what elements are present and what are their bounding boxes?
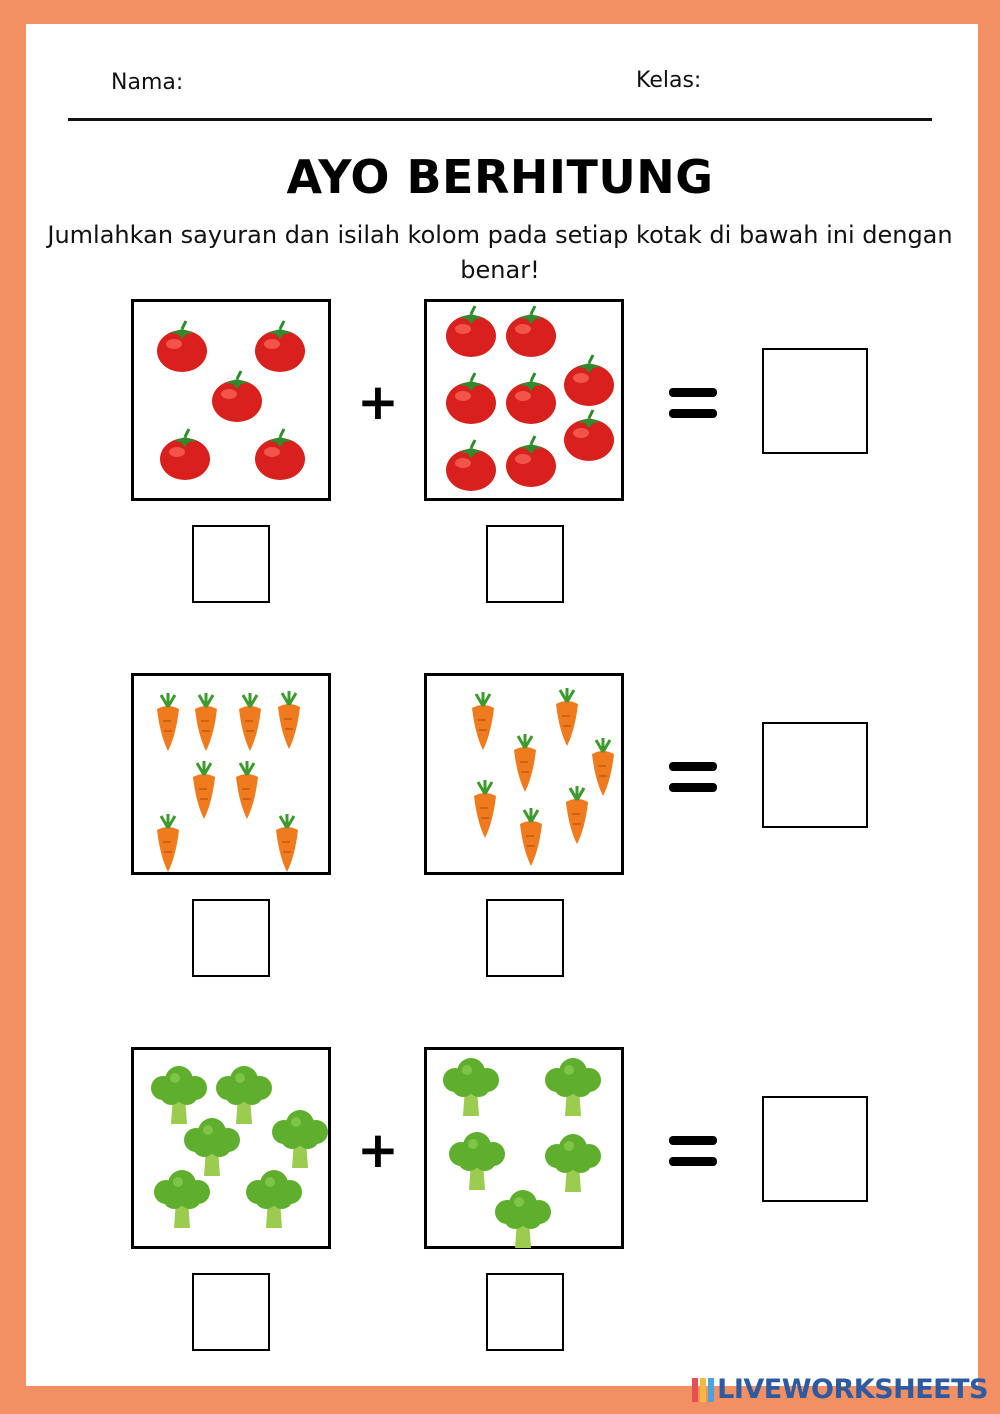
carrot-group (427, 676, 627, 878)
answer-box-right-1[interactable] (486, 525, 564, 603)
liveworksheets-logo-icon (692, 1378, 714, 1402)
broccoli-group (134, 1050, 334, 1252)
answer-box-right-3[interactable] (486, 1273, 564, 1351)
answer-box-sum-3[interactable] (762, 1096, 868, 1202)
answer-box-sum-2[interactable] (762, 722, 868, 828)
answer-box-right-2[interactable] (486, 899, 564, 977)
tomato-icon (446, 373, 496, 424)
tomato-picture-right (424, 299, 624, 501)
carrot-icon (157, 693, 179, 751)
carrot-icon (239, 693, 261, 751)
carrot-icon (236, 761, 258, 819)
instruction-text: Jumlahkan sayuran dan isilah kolom pada setiap kotak di bawah ini dengan benar! (47, 221, 953, 284)
tomato-icon (446, 440, 496, 491)
broccoli-group (427, 1050, 627, 1252)
carrot-icon (566, 786, 588, 844)
carrot-icon (472, 692, 494, 750)
broccoli-icon (184, 1118, 240, 1176)
answer-box-left-1[interactable] (192, 525, 270, 603)
broccoli-icon (449, 1132, 505, 1190)
carrot-icon (592, 738, 614, 796)
tomato-icon (564, 410, 614, 461)
answer-box-left-3[interactable] (192, 1273, 270, 1351)
tomato-icon (564, 355, 614, 406)
carrot-icon (193, 761, 215, 819)
equals-sign-3 (669, 1136, 717, 1166)
broccoli-icon (545, 1134, 601, 1192)
class-label: Kelas: (636, 68, 702, 93)
carrot-icon (556, 688, 578, 746)
carrot-icon (474, 780, 496, 838)
broccoli-icon (216, 1066, 272, 1124)
tomato-group (427, 302, 627, 504)
carrot-icon (195, 693, 217, 751)
tomato-icon (255, 321, 305, 372)
broccoli-icon (272, 1110, 328, 1168)
carrot-icon (514, 734, 536, 792)
plus-operator-3: + (357, 1121, 399, 1179)
carrot-icon (278, 691, 300, 749)
plus-operator-1: + (357, 373, 399, 431)
equals-sign-1 (669, 388, 717, 418)
carrot-picture-left (131, 673, 331, 875)
carrot-picture-right (424, 673, 624, 875)
tomato-icon (506, 436, 556, 487)
answer-box-sum-1[interactable] (762, 348, 868, 454)
tomato-icon (255, 429, 305, 480)
tomato-icon (160, 429, 210, 480)
carrot-group (134, 676, 334, 878)
name-label: Nama: (111, 70, 184, 95)
broccoli-icon (443, 1058, 499, 1116)
carrot-icon (520, 808, 542, 866)
page-title: AYO BERHITUNG (286, 150, 714, 204)
tomato-icon (212, 371, 262, 422)
carrot-icon (157, 814, 179, 872)
header-rule (68, 118, 932, 121)
broccoli-icon (495, 1190, 551, 1248)
footer-brand[interactable]: LIVEWORKSHEETS (717, 1374, 988, 1405)
carrot-icon (276, 814, 298, 872)
tomato-icon (506, 373, 556, 424)
broccoli-icon (154, 1170, 210, 1228)
answer-box-left-2[interactable] (192, 899, 270, 977)
equals-sign-2 (669, 762, 717, 792)
broccoli-icon (151, 1066, 207, 1124)
tomato-picture-left (131, 299, 331, 501)
tomato-icon (157, 321, 207, 372)
broccoli-icon (545, 1058, 601, 1116)
tomato-group (134, 302, 334, 504)
broccoli-icon (246, 1170, 302, 1228)
tomato-icon (446, 306, 496, 357)
broccoli-picture-left (131, 1047, 331, 1249)
tomato-icon (506, 306, 556, 357)
broccoli-picture-right (424, 1047, 624, 1249)
